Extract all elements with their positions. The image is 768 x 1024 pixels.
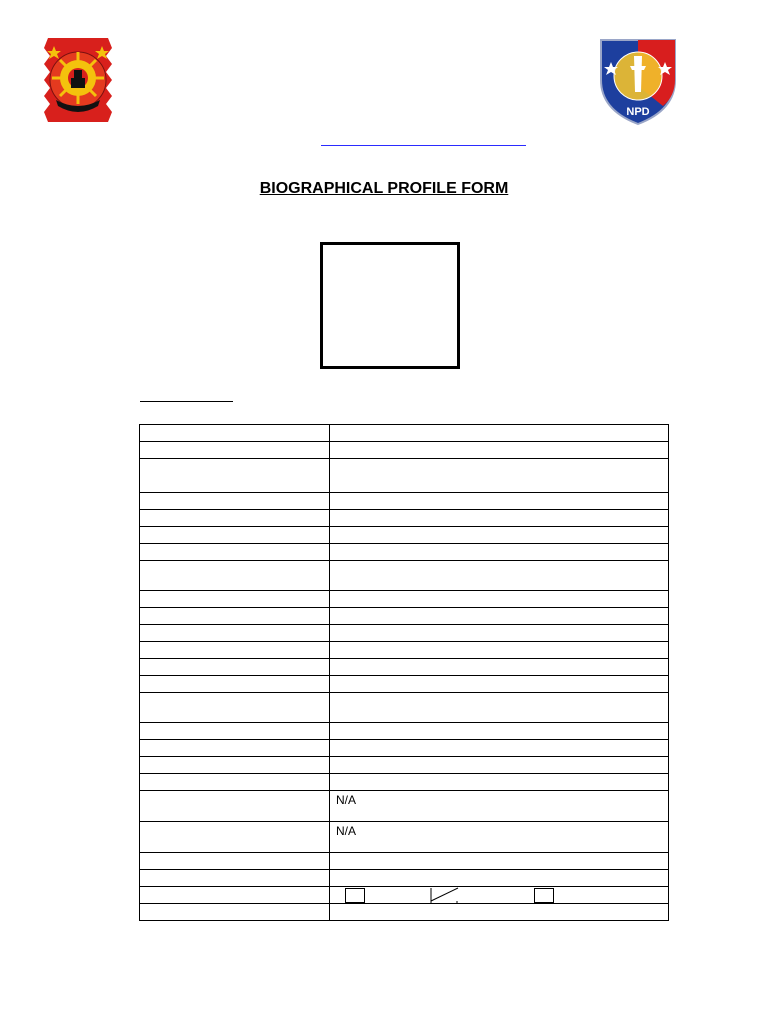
field-label-cell [140, 544, 330, 561]
table-row [140, 561, 669, 591]
table-row [140, 853, 669, 870]
table-row [140, 527, 669, 544]
photo-box [320, 242, 460, 369]
form-title: BIOGRAPHICAL PROFILE FORM [259, 180, 509, 197]
table-row [140, 642, 669, 659]
field-value-cell[interactable] [330, 608, 669, 625]
field-value-cell[interactable] [330, 740, 669, 757]
field-label-cell [140, 887, 330, 904]
field-label-cell [140, 625, 330, 642]
table-row [140, 608, 669, 625]
field-value-cell[interactable] [330, 625, 669, 642]
field-label-cell [140, 853, 330, 870]
section-heading-underline [140, 401, 233, 402]
field-value-cell[interactable] [330, 493, 669, 510]
table-row [140, 757, 669, 774]
profile-table [139, 424, 669, 921]
table-row [140, 774, 669, 791]
table-row [140, 822, 669, 853]
table-row [140, 493, 669, 510]
field-label-cell [140, 425, 330, 442]
npd-shield-icon [597, 36, 679, 126]
table-row [140, 625, 669, 642]
field-value-cell[interactable] [330, 591, 669, 608]
table-row [140, 459, 669, 493]
table-row [140, 904, 669, 921]
field-label-cell [140, 774, 330, 791]
option-checkbox[interactable] [534, 888, 554, 903]
police-seal-icon [40, 34, 116, 126]
field-value-cell[interactable] [330, 659, 669, 676]
field-value-cell[interactable] [330, 544, 669, 561]
table-row [140, 425, 669, 442]
field-value-cell[interactable] [330, 676, 669, 693]
field-label-cell [140, 740, 330, 757]
table-row [140, 870, 669, 887]
field-value-cell[interactable] [330, 791, 669, 822]
table-row [140, 740, 669, 757]
table-row [140, 723, 669, 740]
field-label-cell [140, 527, 330, 544]
field-label-cell [140, 591, 330, 608]
table-row [140, 591, 669, 608]
field-label-cell [140, 608, 330, 625]
svg-text:NPD: NPD [626, 106, 650, 118]
field-value-cell[interactable] [330, 774, 669, 791]
field-value-cell[interactable] [330, 527, 669, 544]
field-value-cell[interactable] [330, 853, 669, 870]
field-label-cell [140, 510, 330, 527]
field-label-cell [140, 659, 330, 676]
link-underline[interactable] [321, 145, 526, 146]
field-value: N/A [336, 793, 357, 807]
field-value: N/A [336, 824, 357, 838]
field-value-cell[interactable] [330, 510, 669, 527]
field-label-cell [140, 561, 330, 591]
field-label-cell [140, 904, 330, 921]
field-value-cell[interactable] [330, 870, 669, 887]
table-row [140, 510, 669, 527]
field-value-cell[interactable] [330, 887, 669, 904]
field-value-cell[interactable] [330, 425, 669, 442]
field-value-cell[interactable] [330, 442, 669, 459]
field-value-cell[interactable] [330, 459, 669, 493]
table-row [140, 544, 669, 561]
field-value-cell[interactable] [330, 693, 669, 723]
table-row [140, 791, 669, 822]
checked-mark-icon[interactable] [430, 887, 460, 904]
table-row [140, 659, 669, 676]
table-row [140, 676, 669, 693]
field-value-cell[interactable] [330, 904, 669, 921]
field-label-cell [140, 757, 330, 774]
field-label-cell [140, 822, 330, 853]
field-value-cell[interactable] [330, 822, 669, 853]
field-label-cell [140, 693, 330, 723]
field-value-cell[interactable] [330, 561, 669, 591]
field-value-cell[interactable] [330, 642, 669, 659]
field-label-cell [140, 493, 330, 510]
field-label-cell [140, 870, 330, 887]
field-label-cell [140, 642, 330, 659]
option-checkbox[interactable] [345, 888, 365, 903]
table-row [140, 442, 669, 459]
table-row [140, 887, 669, 904]
field-label-cell [140, 791, 330, 822]
field-label-cell [140, 723, 330, 740]
field-label-cell [140, 459, 330, 493]
field-label-cell [140, 442, 330, 459]
field-label-cell [140, 676, 330, 693]
table-row [140, 693, 669, 723]
field-value-cell[interactable] [330, 723, 669, 740]
field-value-cell[interactable] [330, 757, 669, 774]
